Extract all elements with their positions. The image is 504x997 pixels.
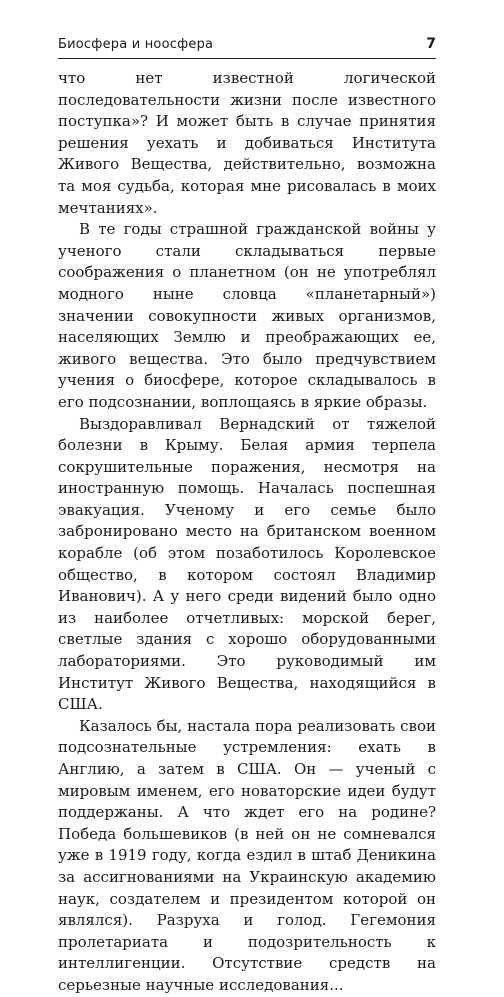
running-header (58, 36, 436, 59)
body-text (58, 68, 436, 997)
paragraph-3: Выздоравливал Вернадский от тяжелой болезни в Крыму. Белая армия терпела сокрушительные поражения, несмотря на иностранную помощь. Началась поспешная эвакуация. Ученому и его семье было забронировано место на британском военном корабле (об этом позаботилось Королевское общество, в котором состоял Владимир Иванович). А у него среди видений было одно из наиболее отчетливых: морской берег, светлые здания с хорошо оборудованными лабораториями. Это руководимый им Институт Живого Вещества, находящийся в США. (58, 414, 436, 714)
book-page (58, 36, 436, 997)
paragraph-2: В те годы страшной гражданской войны у ученого стали складываться первые соображения о планетном (он не употреблял модного ныне словца «планетарный») значении совокупности живых организмов, населяющих Землю и преображающих ее, живого вещества. Это было предчувствием учения о биосфере, которое складывалось в его подсознании, воплощаясь в яркие образы. (58, 220, 436, 411)
page-number: 7 (426, 36, 436, 52)
paragraph-4: Казалось бы, настала пора реализовать свои подсознательные устремления: ехать в Англию, а затем в США. Он — ученый с мировым именем, его новаторские идеи будут поддержаны. А что ждет его на родине? Победа большевиков (в ней он не сомневался уже в 1919 году, когда ездил в штаб Деникина за ассигнованиями на Украинскую академию наук, создателем и президентом которой он являлся). Разруха и голод. Гегемония пролетариата и подозрительность к интеллигенции. Отсутствие средств на серьезные научные исследования... (58, 716, 436, 994)
running-title: Биосфера и ноосфера (58, 37, 214, 52)
paragraph-1: что нет известной логической последовательности жизни после известного поступка»? И может быть в случае принятия решения уехать и добиваться Института Живого Вещества, действительно, возможна та моя судьба, которая мне рисовалась в моих мечтаниях». (58, 69, 436, 217)
